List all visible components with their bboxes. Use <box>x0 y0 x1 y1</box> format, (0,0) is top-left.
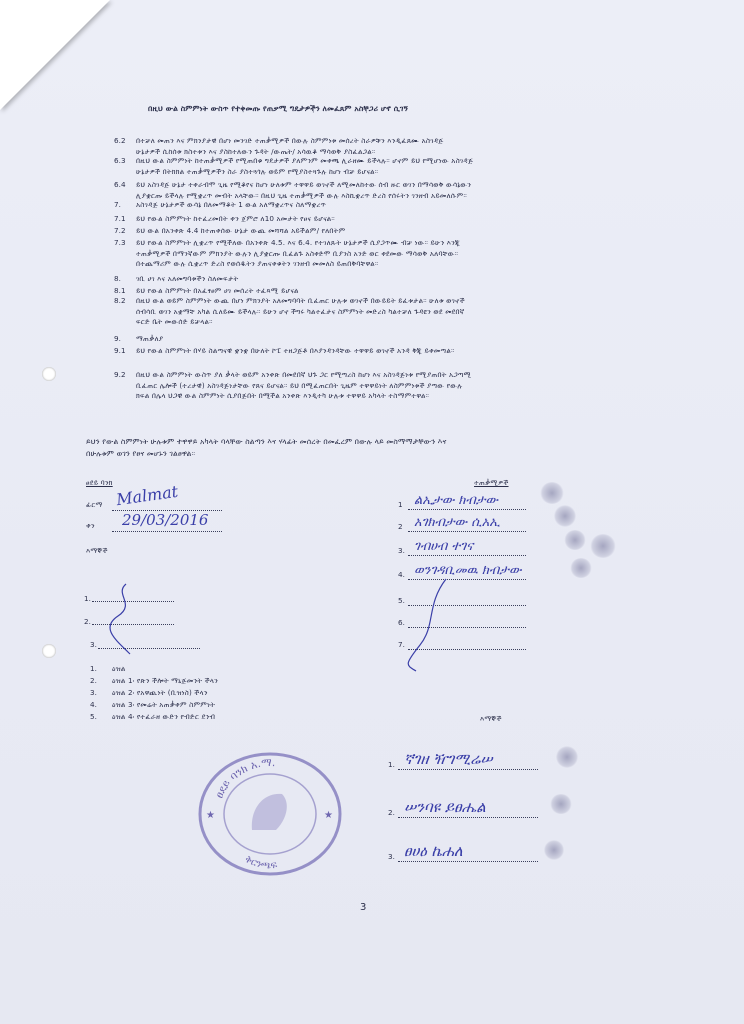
fingerprint-4 <box>590 534 616 558</box>
date-label: ቀን <box>86 521 95 530</box>
attachment-text: ዕዝል <box>112 664 126 673</box>
signature-label: ፊርማ <box>86 500 103 509</box>
section-heading: በዚህ ውል ስምምነት ውስጥ የተቀመጡ የጠቃሚ ግዴታዎችን ለመፈጸም አስቸጋሪ ሆኖ ሲገኝ <box>148 104 409 113</box>
clause-number: 7.2 <box>114 226 126 235</box>
bottom-witnesses-title: እማኞች <box>480 714 502 723</box>
witness-line <box>398 861 538 862</box>
beneficiary-line <box>408 555 526 556</box>
clause-number: 6.3 <box>114 156 126 165</box>
clause-text-line: ይህ የውል ስምምነት በአፈፃፀም ሀገ መሰረት ተፈጻሚ ይሆናል <box>136 286 299 295</box>
clause-number: 9.1 <box>114 346 126 355</box>
attachment-text: ዕዝል 2፡ የአዋጪነት (ቢዝነስ) ችላን <box>112 688 208 697</box>
witness-number: 3. <box>388 852 396 861</box>
beneficiary-line <box>408 531 526 532</box>
fingerprint-8 <box>544 840 564 860</box>
beneficiary-signature: አገክብታው ሲአኢ <box>414 515 500 530</box>
beneficiary-number: 7. <box>398 640 406 649</box>
clause-text-line: ፍርድ ቤት መውሰድ ይቻላል። <box>136 317 213 326</box>
bank-stamp <box>190 748 350 878</box>
beneficiary-number: 1 <box>398 500 403 509</box>
left-witness-num-1: 1. <box>84 594 92 603</box>
clause-number: 7.1 <box>114 214 126 223</box>
beneficiary-number: 3. <box>398 546 406 555</box>
clause-number: 9. <box>114 334 122 343</box>
beneficiary-signature: ገብሀብ ተገና <box>414 539 474 554</box>
punch-hole-bottom <box>42 644 56 658</box>
clause-text-line: ይህ የውል ስምምነት በሃይ ስልጣናዊ ቋንቋ በሁለት ኮፒ ተዘጋጅቶ በእያንዳንዳቸው ተዋዋይ ወገኖች አንዳ ቅጂ ይቀመጣል። <box>136 346 455 355</box>
fingerprint-7 <box>550 794 572 814</box>
fingerprint-2 <box>554 505 576 527</box>
witness-line <box>398 817 538 818</box>
date-line <box>112 531 222 532</box>
clause-text-line: ይህ አስገዳጅ ሁኔታ ተቀራብሞ ጊዜ የሚቆየና ከሆነ ሁለቱም ተዋዋይ ወገኖች ለሚመለከተው ሰብ ዙር ወገን በማሳወቅ ውሳኔውን <box>136 180 472 189</box>
clause-text-line: ቢፈጠር ሌሎች (ተረታዊ) አስገዳጅነታቸው የጸና ይሆናል። ይህ በሚፈጠርበት ጊዜም ተዋዋይነት ለስምምነቱች ያጣው የውሉ <box>136 380 463 390</box>
beneficiary-signature: ወንገዳቢመዉ ክብታው <box>414 563 522 578</box>
attachment-text: ዕዝል 1፡ የጽን ችሎት ማኒጅመንት ችላን <box>112 676 218 685</box>
fingerprint-5 <box>570 558 592 578</box>
clause-text-line: ይህ የውል ስምምነት ከተፈረመበት ቀን ጀምሮ ለ10 አመታት የፀና ይሆናል። <box>136 214 335 223</box>
svg-text:★: ★ <box>324 810 333 821</box>
page-number: 3 <box>360 902 367 913</box>
beneficiary-number: 5. <box>398 596 406 605</box>
clause-text-line: በተቻለ መጠን እና ምክንያታዊ በሆነ መንገድ ተጠቃሚዎች በውሉ ስምምነቱ መሰረት ስራዎቹን እንዲፈጸሙ አስገዳጅ <box>136 136 444 145</box>
fingerprint-6 <box>556 746 578 768</box>
closing-line-1: ይህን የውል ስምምነት ሁሉቱም ተዋዋይ አካላት ባላቸው ስልጣን እና ሃላፊት መሰረት በመፈረም በውሉ ላይ መስማማታቸውን እና <box>86 437 447 446</box>
clause-text-line: ሁኔታዎች በትክክል ተጠቃሚዎችን ስራ ያስተጓጎሉ ወይም የሚያስተጓጉሉ ከሆነ ብቻ ይሆናል። <box>136 166 379 176</box>
clause-number: 8. <box>114 274 122 283</box>
stamp-bottom-text: ቅርንጫፍ <box>242 853 278 872</box>
clause-text-line: በዚህ ውል ወይም ስምምነት ውጪ በሆነ ምክንያት አለመግባባት ቢፈጠር ሁሉቱ ወገኖች በውይይት ይፈቱታል። ሁለቱ ወገኖች <box>136 296 465 305</box>
attachment-number: 2. <box>90 676 98 685</box>
right-signature-scribble <box>396 575 456 675</box>
clause-text-line: በተጨማሪም ውሉ ሲቋረጥ ድረስ የወሰዱትን ያጠናቀቁትን ገንዘብ መመለስ ይጠበቅባቸዋል። <box>136 259 379 268</box>
attachment-number: 4. <box>90 700 98 709</box>
clause-text-line: ሰብሳቢ ወገን አቋማቸ አካል ሲለይሙ ይችላሉ። ይሁን ሆኖ ችግሩ ካልተፈታና ስምምነት መድረስ ካልተቻለ ጉዳዩን ወደ መደበኛ <box>136 306 465 316</box>
witness-signature: ፀሀዕ ኬሐለ <box>404 842 463 860</box>
folded-corner <box>0 0 110 110</box>
clause-text-line: ማጠቃለያ <box>136 334 164 343</box>
beneficiary-number: 4. <box>398 570 406 579</box>
fingerprint-3 <box>564 530 586 550</box>
clause-number: 8.2 <box>114 296 126 305</box>
stamp-top-text: ፀደይ ባንክ አ.ማ. <box>212 755 276 801</box>
clause-text-line: ገቢ ሀገ እና አለመግባቱችን ስለመፍታት <box>136 274 239 283</box>
clause-text-line: ክፍል በሌላ ህጋዊ ውል ስምምነት ሲያበጅበት በሚችል አንቀጽ እንዲተካ ሁሉቱ ተዋዋይ አካላት ተስማምተዋል። <box>136 391 430 400</box>
clause-number: 6.4 <box>114 180 126 189</box>
witness-line <box>398 769 538 770</box>
svg-text:★: ★ <box>206 810 215 821</box>
closing-line-2: በሁሉቱም ወገን የፀና መሆኑን ገልፀዋል። <box>86 449 196 458</box>
witness-signature: ኛገዘ ዥገሚሬሠ <box>404 750 493 768</box>
clause-text-line: ተጠቃሚዎች በማንኛውም ምክንያት ውሉን ሊያቋርጡ ቢፈልጉ አስቀድሞ ቢያንስ አንድ ወር ቀደመው ማሳወቅ አለባቸው። <box>136 248 459 258</box>
witness-number: 1. <box>388 760 396 769</box>
clause-number: 9.2 <box>114 370 126 379</box>
right-party-title: ተጠቃሚዎች <box>474 478 509 487</box>
attachment-text: ዕዝል 3፡ የመሬት አጠቃቀም ስምምነት <box>112 700 216 709</box>
clause-text-line: አስገዳጅ ሁኔታዎች ውሳኔ በለመማቆት 1 ውል አለማቋረጥና ስለማቋረጥ <box>136 200 327 209</box>
clause-number: 7. <box>114 200 122 209</box>
attachment-number: 5. <box>90 712 98 721</box>
fingerprint-1 <box>540 482 564 504</box>
date-value: 29/03/2016 <box>122 511 209 529</box>
left-witness-num-3: 3. <box>90 640 98 649</box>
clause-text-line: ይህ የውል ስምምነት ሊቋረጥ የሚችለው በአንቀጽ 4.5. እና 6.4. የተገለጹት ሁኔታዎች ሲያጋጥሙ ብቻ ነው። ይሁን እንጂ <box>136 238 461 247</box>
attachment-number: 3. <box>90 688 98 697</box>
left-signature: Malmat <box>114 481 180 510</box>
clause-text-line: ይህ ውል በአንቀጽ 4.4 ከተጠቀሰው ሁኔታ ውጪ መሻሻል አይችልም/ የለበትም <box>136 226 346 235</box>
left-witness-scribble <box>96 580 156 660</box>
punch-hole-top <box>42 367 56 381</box>
clause-text-line: በዚህ ውል ስምምነት ከተጠቃሚዎች የሚጠበቁ ግዴታዎች ያለምንም መቀጫ ሊራዘሙ ይችላሉ። ሆኖም ይህ የሚሆነው አስገዳጅ <box>136 156 474 165</box>
clause-text-line: ሁኔታዎች ሲከሰቱ ክስተቱን እና ያስከተለውን ጉዳት /ውጤት/ አሳዉቆ ማሳወቅ ያስፈልጋል። <box>136 146 376 156</box>
clause-text-line: ሊያቋርጡ ይችላሉ የሚቋረጥ መብት አላቸው። በዚህ ጊዜ ተጠቃሚዎች ውሉ እስኪቋረጥ ድረስ የሰሩትን ገንዘብ አይመለሱም። <box>136 190 467 200</box>
beneficiary-number: 2 <box>398 522 403 531</box>
clause-text-line: በዚህ ውል ስምምነት ውስጥ ያለ ቃላት ወይም አንቀጽ በመደበኛ ህጉ ጋር የሚጣረስ ከሆነ እና አስገዳጅነቱ የሚያጠበት አጋጣሚ <box>136 370 472 379</box>
witness-number: 2. <box>388 808 396 817</box>
witness-signature: ሠንባዩ ይፀሔል <box>404 798 486 816</box>
clause-number: 8.1 <box>114 286 126 295</box>
clause-number: 6.2 <box>114 136 126 145</box>
left-party-title: ፀደይ ባንክ <box>86 478 113 487</box>
clause-number: 7.3 <box>114 238 126 247</box>
left-witnesses-title: እማኞች <box>86 546 108 555</box>
beneficiary-number: 6. <box>398 618 406 627</box>
beneficiary-signature: ልኢታው ክብታው <box>414 493 498 508</box>
attachment-number: 1. <box>90 664 98 673</box>
beneficiary-line <box>408 509 526 510</box>
attachment-text: ዕዝል 4፡ የተፈራዘ ውድን የብድር ደንብ <box>112 712 216 721</box>
left-witness-num-2: 2. <box>84 617 92 626</box>
